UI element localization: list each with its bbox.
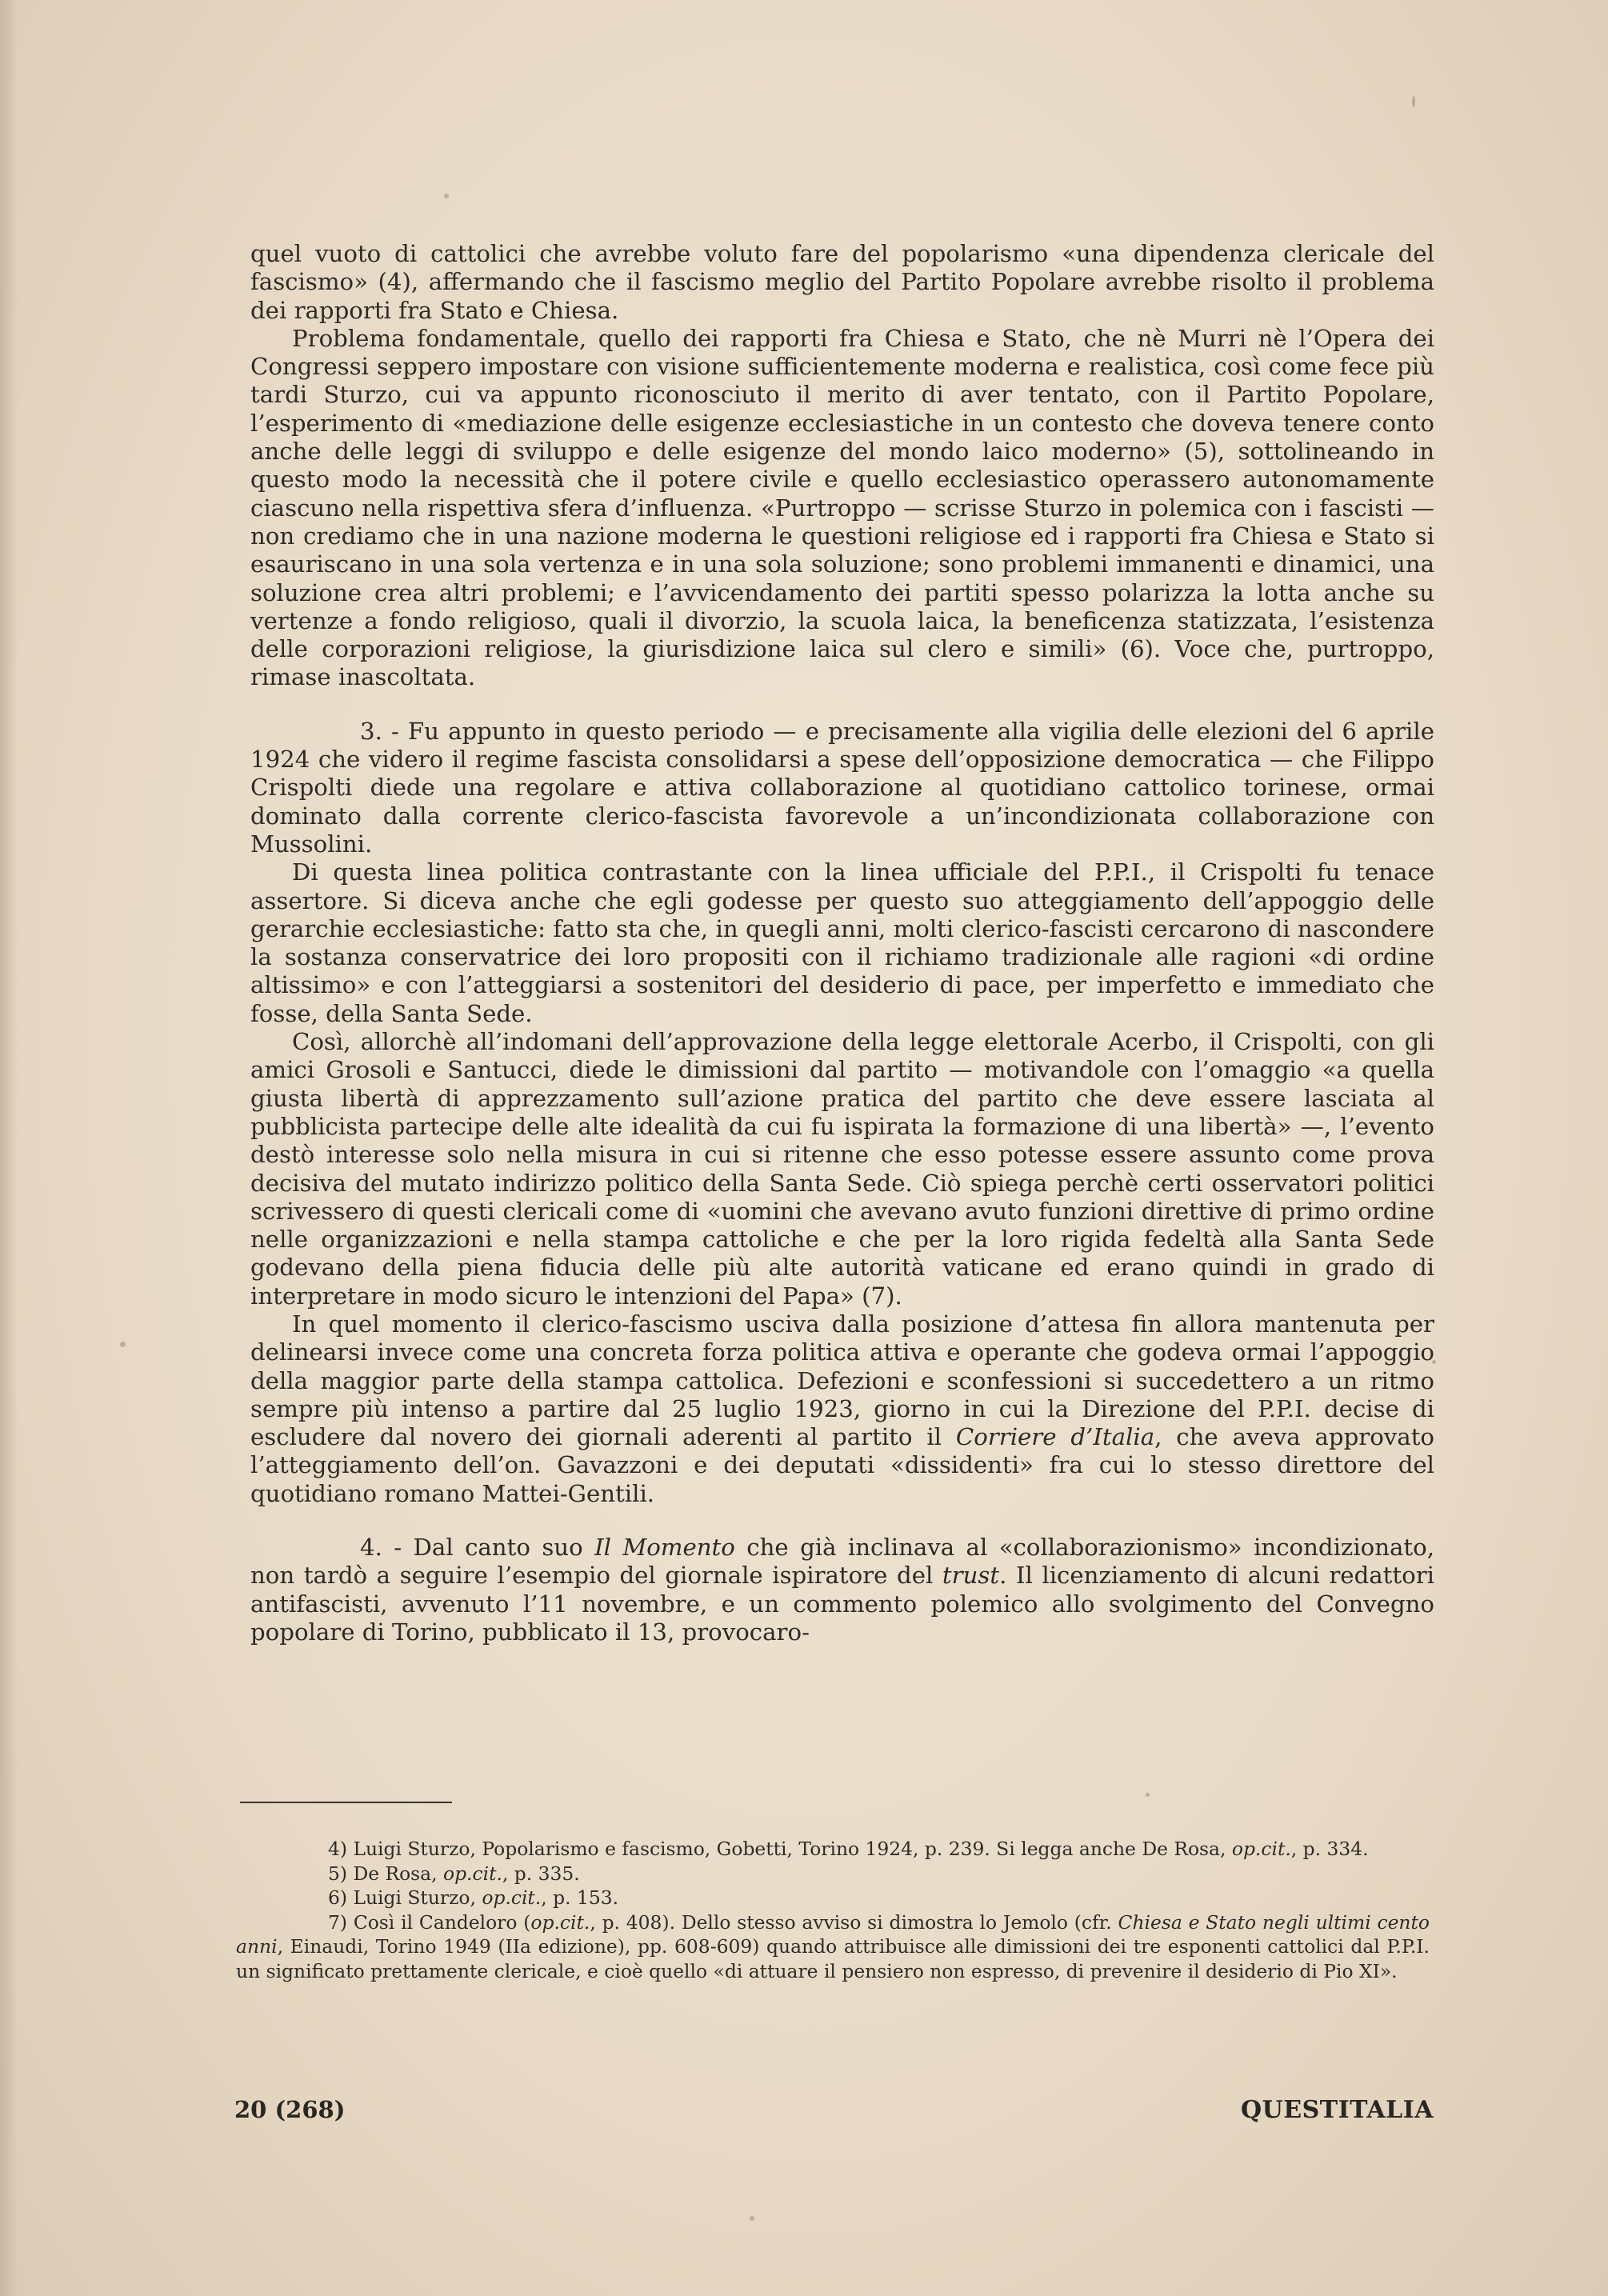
paper-speck [1412, 96, 1415, 107]
paragraph: In quel momento il clerico-fascismo usciva dalla posizione d’attesa fin allora mantenuta per delinearsi invece come una concreta forza politica attiva e operante che godeva ormai l’appoggio della maggior parte della stampa cattolica. Defezioni e sconfessioni si succedettero a un ritmo sempre più intenso a partire dal 25 luglio 1923, giorno in cui la Direzione del P.P.I. decise di escludere dal novero dei giornali aderenti al partito il Corriere d’Italia, che aveva approvato l’atteggiamento dell’on. Gavazzoni e dei deputati «dissidenti» fra cui lo stesso direttore del quotidiano romano Mattei-Gentili. [250, 1310, 1434, 1507]
italic-term: trust [942, 1562, 1000, 1590]
newspaper-title: Il Momento [594, 1534, 735, 1562]
page-number: 20 (268) [234, 2096, 346, 2123]
section-4-paragraph: 4. - Dal canto suo Il Momento che già inclinava al «collaborazionismo» incondizionato, non tardò a seguire l’esempio del giornale ispiratore del trust. Il licenziamento di alcuni redattori antifascisti, avvenuto l’11 novembre, e un commento polemico allo svolgimento del Convegno popolare di Torino, pubblicato il 13, provocaro- [250, 1534, 1434, 1646]
footnote-7: 7) Così il Candeloro (op.cit., p. 408). Dello stesso avviso si dimostra lo Jemolo (cfr. Chiesa e Stato negli ultimi cento anni, Einaudi, Torino 1949 (IIa edizione), pp. 608-609) quando attribuisce alle dimissioni dei tre esponenti cattolici dal P.P.I. un significato prettamente clericale, e cioè quello «di attuare il pensiero non espresso, di prevenire il desiderio di Pio XI». [236, 1910, 1430, 1982]
paragraph: quel vuoto di cattolici che avrebbe voluto fare del popolarismo «una dipendenza clericale del fascismo» (4), affermando che il fascismo meglio del Partito Popolare avrebbe risolto il problema dei rapporti fra Stato e Chiesa. [250, 240, 1434, 324]
paragraph: Di questa linea politica contrastante con la linea ufficiale del P.P.I., il Crispolti fu tenace assertore. Si diceva anche che egli godesse per questo suo atteggiamento dell’appoggio delle gerarchie ecclesiastiche: fatto sta che, in quegli anni, molti clerico-fascisti cercarono di nascondere la sostanza conservatrice dei loro propositi con il richiamo tradizionale alle ragioni «di ordine altissimo» e con l’atteggiarsi a sostenitori del desiderio di pace, per imperfetto e immediato che fosse, della Santa Sede. [250, 858, 1434, 1027]
paper-speck [120, 1342, 126, 1347]
paragraph: Problema fondamentale, quello dei rapporti fra Chiesa e Stato, che nè Murri nè l’Opera dei Congressi seppero impostare con visione sufficientemente moderna e realistica, così come fece più tardi Sturzo, cui va appunto riconosciuto il merito di aver tentato, con il Partito Popolare, l’esperimento di «mediazione delle esigenze ecclesiastiche in un contesto che doveva tenere conto anche delle leggi di sviluppo e delle esigenze del mondo laico moderno» (5), sottolineando in questo modo la necessità che il potere civile e quello ecclesiastico operassero autonomamente ciascuno nella rispettiva sfera d’influenza. «Purtroppo — scrisse Sturzo in polemica con i fascisti — non crediamo che in una nazione moderna le questioni religiose ed i rapporti fra Chiesa e Stato si esauriscano in una sola vertenza e in una sola soluzione; sono problemi immanenti e dinamici, una soluzione crea altri problemi; e l’avvicendamento dei partiti spesso polarizza la lotta anche su vertenze a fondo religioso, quali il divorzio, la scuola laica, la beneficenza statizzata, l’esistenza delle corporazioni religiose, la giurisdizione laica sul clero e simili» (6). Voce che, purtroppo, rimase inascoltata. [250, 324, 1434, 691]
main-text [250, 240, 1434, 1646]
journal-name: QUESTITALIA [1240, 2096, 1434, 2124]
footnotes [236, 1837, 1430, 1984]
paper-speck [444, 194, 449, 198]
paper-speck [750, 2216, 754, 2221]
paper-speck [1146, 1793, 1150, 1797]
footnote-5: 5) De Rosa, op.cit., p. 335. [328, 1862, 580, 1885]
paper-speck [1432, 1360, 1436, 1364]
section-3-paragraph: 3. - Fu appunto in questo periodo — e precisamente alla vigilia delle elezioni del 6 aprile 1924 che videro il regime fascista consolidarsi a spese dell’opposizione democratica — che Filippo Crispolti diede una regolare e attiva collaborazione al quotidiano cattolico torinese, ormai dominato dalla corrente clerico-fascista favorevole a un’incondizionata collaborazione con Mussolini. [250, 717, 1434, 858]
footnote-4: 4) Luigi Sturzo, Popolarismo e fascismo, Gobetti, Torino 1924, p. 239. Si legga anche De Rosa, op.cit., p. 334. [328, 1838, 1369, 1860]
footnote-separator [240, 1802, 452, 1803]
paragraph: Così, allorchè all’indomani dell’approvazione della legge elettorale Acerbo, il Crispolti, con gli amici Grosoli e Santucci, diede le dimissioni dal partito — motivandole con l’omaggio «a quella giusta libertà di apprezzamento sull’azione pratica del partito che deve essere lasciata al pubblicista partecipe delle alte idealità da cui fu ispirata la formazione di una libertà» —, l’evento destò interesse solo nella misura in cui si ritenne che esso potesse essere assunto come prova decisiva del mutato indirizzo politico della Santa Sede. Ciò spiega perchè certi osservatori politici scrivessero di questi clericali come di «uomini che avevano avuto funzioni direttive di primo ordine nelle organizzazioni e nella stampa cattoliche e che per la loro rigida fedeltà alla Santa Sede godevano della piena fiducia delle più alte autorità vaticane ed erano quindi in grado di interpretare in modo sicuro le intenzioni del Papa» (7). [250, 1028, 1434, 1310]
newspaper-title: Corriere d’Italia [955, 1423, 1155, 1451]
footnote-6: 6) Luigi Sturzo, op.cit., p. 153. [328, 1886, 619, 1910]
